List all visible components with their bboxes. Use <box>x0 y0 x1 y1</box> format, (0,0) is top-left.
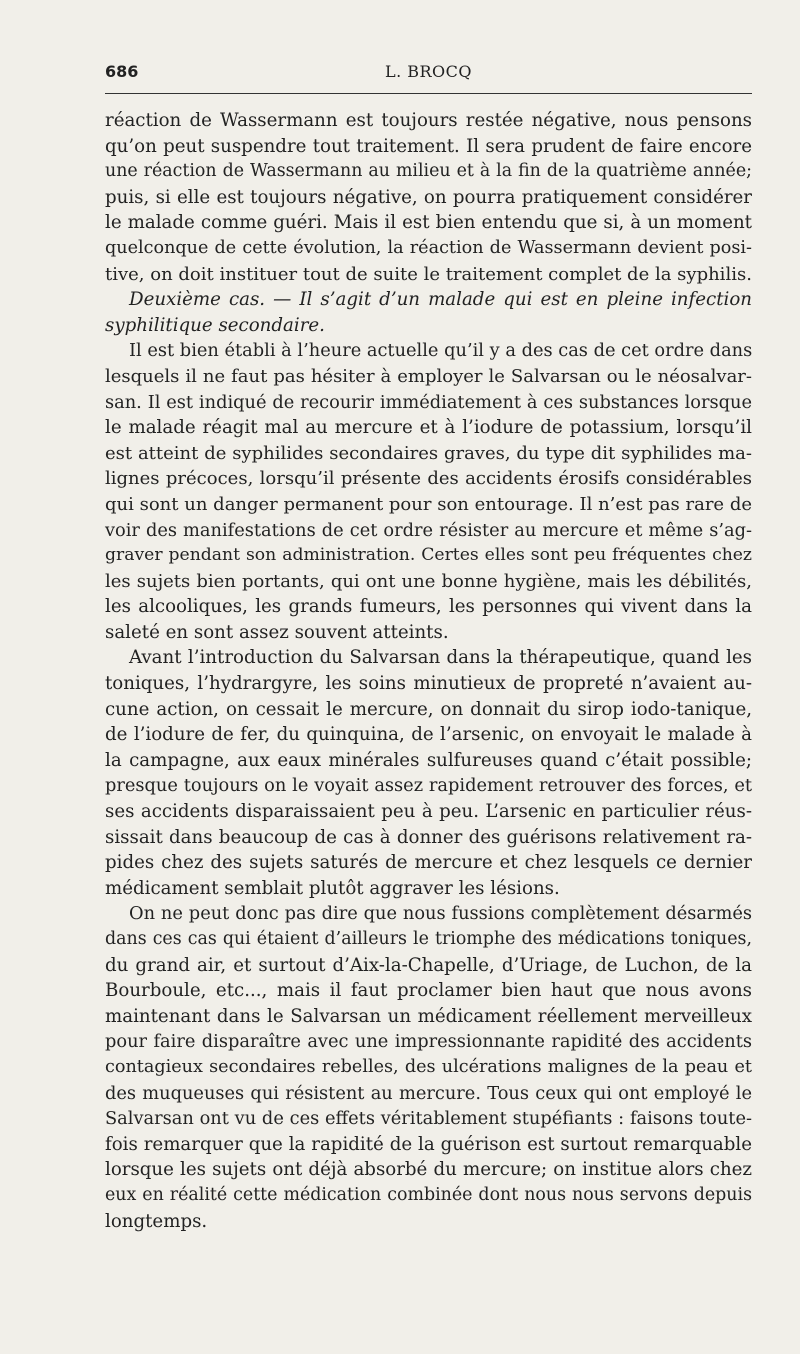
text-line: On ne peut donc pas dire que nous fussions complètement désarmés <box>129 903 752 925</box>
text-line: Avant l’introduction du Salvarsan dans la thérapeutique, quand les <box>129 647 752 669</box>
text-line: une réaction de Wassermann au milieu et à la fin de la quatrième année; <box>105 161 752 182</box>
text-line: toniques, l’hydrargyre, les soins minutieux de propreté n’avaient au- <box>105 673 752 695</box>
text-line: médicament semblait plutôt aggraver les lésions. <box>105 877 560 899</box>
text-line: sissait dans beaucoup de cas à donner des guérisons relativement ra- <box>105 826 752 848</box>
text-line: longtemps. <box>105 1210 208 1232</box>
text-line: maintenant dans le Salvarsan un médicament réellement merveilleux <box>105 1005 752 1027</box>
text-line: le malade réagit mal au mercure et à l’iodure de potassium, lorsqu’il <box>105 417 752 439</box>
text-line: san. Il est indiqué de recourir immédiatement à ces substances lorsque <box>105 391 752 413</box>
page-header <box>105 62 752 84</box>
text-line: du grand air, et surtout d’Aix-la-Chapelle, d’Uriage, de Luchon, de la <box>105 954 752 976</box>
text-line: Bourboule, etc..., mais il faut proclamer bien haut que nous avons <box>105 980 752 1002</box>
section-heading: Deuxième cas. — Il s’agit d’un malade qui est en pleine infection <box>129 289 752 311</box>
text-line: Il est bien établi à l’heure actuelle qu’il y a des cas de cet ordre dans <box>129 340 753 362</box>
text-line: lorsque les sujets ont déjà absorbé du mercure; on institue alors chez <box>105 1159 752 1181</box>
text-line: la campagne, aux eaux minérales sulfureuses quand c’était possible; <box>105 749 752 771</box>
text-line: les sujets bien portants, qui ont une bonne hygiène, mais les débilités, <box>105 570 752 592</box>
text-line: ses accidents disparaissaient peu à peu. L’arsenic en particulier réus- <box>105 801 752 823</box>
text-line: dans ces cas qui étaient d’ailleurs le triomphe des médications toniques, <box>105 929 752 949</box>
text-line: tive, on doit instituer tout de suite le traitement complet de la syphilis. <box>105 263 752 285</box>
text-line: lignes précoces, lorsqu’il présente des accidents érosifs considérables <box>105 468 752 490</box>
text-line: cune action, on cessait le mercure, on donnait du sirop iodo-tanique, <box>105 698 752 720</box>
text-line: les alcooliques, les grands fumeurs, les personnes qui vivent dans la <box>105 596 752 618</box>
text-line: pides chez des sujets saturés de mercure et chez lesquels ce dernier <box>105 852 752 874</box>
text-line: pour faire disparaître avec une impressionnante rapidité des accidents <box>105 1031 752 1053</box>
text-line: Salvarsan ont vu de ces effets véritablement stupéfiants : faisons toute- <box>105 1108 752 1130</box>
header-rule <box>105 93 752 94</box>
text-line: réaction de Wassermann est toujours restée négative, nous pensons <box>105 110 752 131</box>
text-line: contagieux secondaires rebelles, des ulcérations malignes de la peau et <box>105 1056 752 1077</box>
text-line: voir des manifestations de cet ordre résister au mercure et même s’ag- <box>105 519 752 541</box>
text-line: est atteint de syphilides secondaires graves, du type dit syphilides ma- <box>105 442 752 464</box>
section-heading: syphilitique secondaire. <box>105 314 325 336</box>
text-line: eux en réalité cette médication combinée dont nous nous servons depuis <box>105 1184 752 1205</box>
text-line: quelconque de cette évolution, la réaction de Wassermann devient posi- <box>105 237 752 258</box>
text-line: presque toujours on le voyait assez rapidement retrouver des forces, et <box>105 775 752 797</box>
text-line: des muqueuses qui résistent au mercure. Tous ceux qui ont employé le <box>105 1082 752 1104</box>
text-line: saleté en sont assez souvent atteints. <box>105 621 449 643</box>
text-line: le malade comme guéri. Mais il est bien entendu que si, à un moment <box>105 212 752 234</box>
running-title: L. BROCQ <box>384 62 473 81</box>
text-line: lesquels il ne faut pas hésiter à employer le Salvarsan ou le néosalvar- <box>105 365 752 387</box>
page-number: 686 <box>105 62 139 81</box>
text-line: puis, si elle est toujours négative, on pourra pratiquement considérer <box>105 186 752 208</box>
text-line: fois remarquer que la rapidité de la guérison est surtout remarquable <box>105 1133 752 1155</box>
text-line: graver pendant son administration. Certes elles sont peu fréquentes chez <box>105 545 752 566</box>
text-line: de l’iodure de fer, du quinquina, de l’arsenic, on envoyait le malade à <box>105 724 752 746</box>
body-text <box>105 108 752 1234</box>
text-line: qu’on peut suspendre tout traitement. Il sera prudent de faire encore <box>105 135 752 157</box>
text-line: qui sont un danger permanent pour son entourage. Il n’est pas rare de <box>105 493 752 515</box>
